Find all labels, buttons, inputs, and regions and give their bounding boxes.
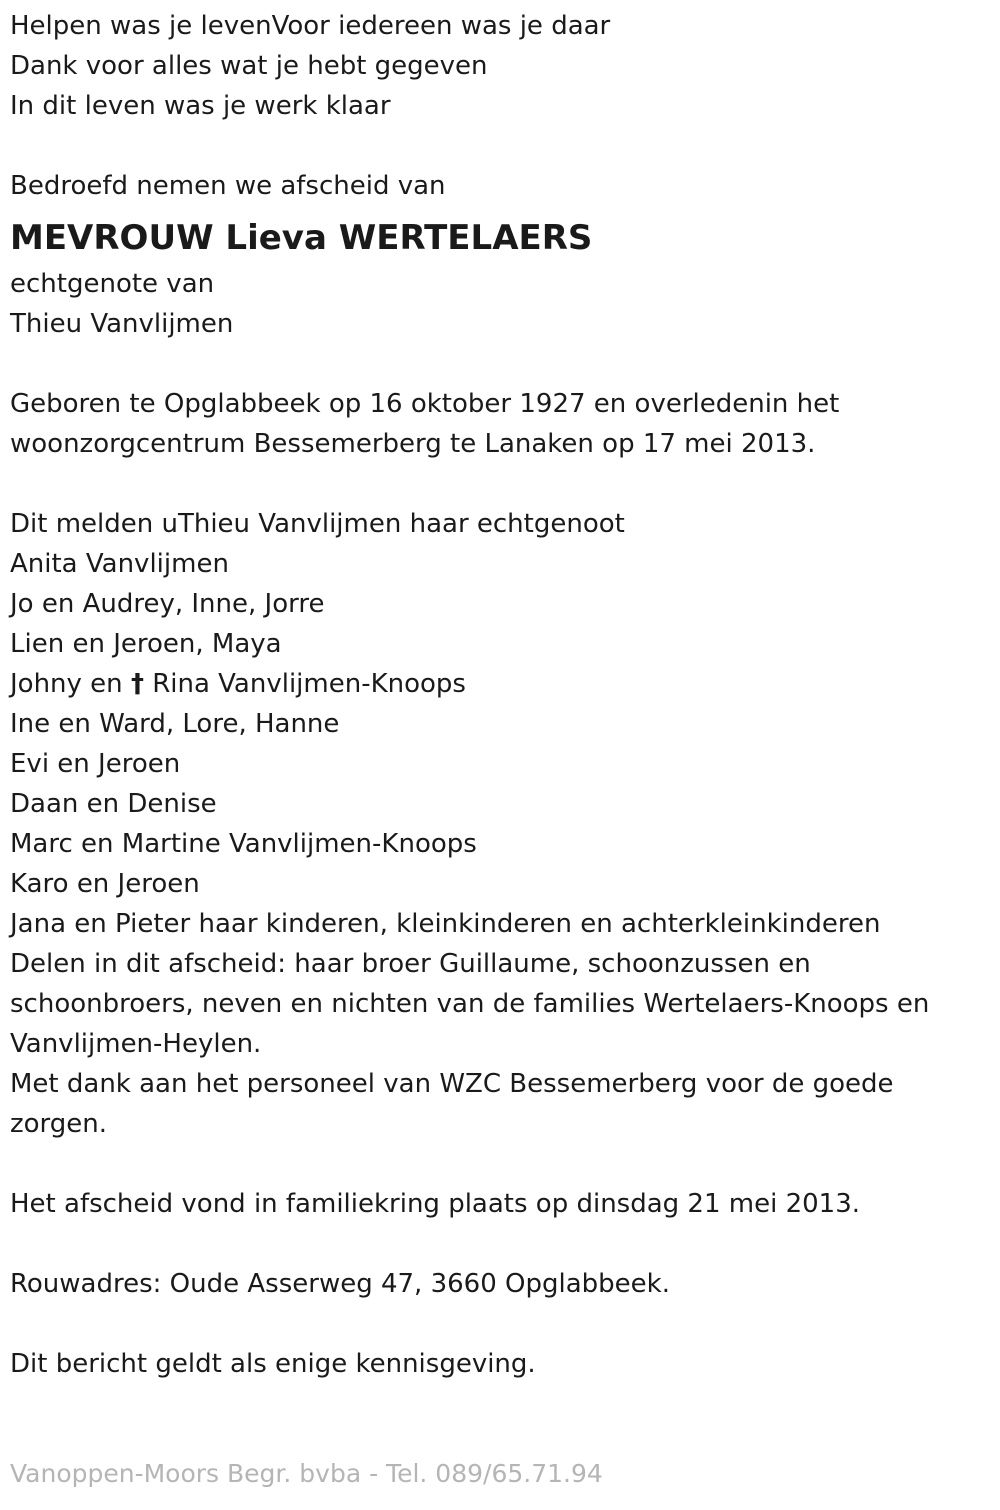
family-member: Marc en Martine Vanvlijmen-Knoops bbox=[10, 829, 477, 859]
family-member: Karo en Jeroen bbox=[10, 869, 200, 899]
poem-line: Dank voor alles wat je hebt gegeven bbox=[10, 51, 488, 81]
funeral-home-footer: Vanoppen-Moors Begr. bvba - Tel. 089/65.71.94 bbox=[10, 1459, 603, 1488]
family-member: Evi en Jeroen bbox=[10, 749, 181, 779]
johny-prefix: Johny en bbox=[10, 669, 123, 699]
family-heading: Dit melden uThieu Vanvlijmen haar echtgenoot bbox=[10, 509, 625, 539]
poem-line: In dit leven was je werk klaar bbox=[10, 91, 391, 121]
family-list bbox=[10, 504, 985, 1144]
cross-icon: † bbox=[130, 669, 144, 699]
johny-suffix: Rina Vanvlijmen-Knoops bbox=[152, 669, 466, 699]
family-member: Daan en Denise bbox=[10, 789, 217, 819]
notice-text: Dit bericht geldt als enige kennisgeving. bbox=[10, 1349, 536, 1379]
family-member: Lien en Jeroen, Maya bbox=[10, 629, 282, 659]
spouse-name: Thieu Vanvlijmen bbox=[10, 309, 234, 339]
family-member: Anita Vanvlijmen bbox=[10, 549, 229, 579]
sharing-line: Vanvlijmen-Heylen. bbox=[10, 1029, 262, 1059]
poem bbox=[10, 6, 985, 126]
thanks-line: zorgen. bbox=[10, 1109, 108, 1139]
mourning-address: Rouwadres: Oude Asserweg 47, 3660 Opglabbeek. bbox=[10, 1269, 670, 1299]
deceased-name: MEVROUW Lieva WERTELAERS bbox=[10, 218, 593, 258]
farewell-text: Het afscheid vond in familiekring plaats op dinsdag 21 mei 2013. bbox=[10, 1189, 861, 1219]
sharing-line: schoonbroers, neven en nichten van de families Wertelaers-Knoops en bbox=[10, 989, 930, 1019]
family-member-johny bbox=[10, 664, 985, 704]
relation-text: echtgenote van bbox=[10, 269, 215, 299]
poem-line: Helpen was je levenVoor iedereen was je daar bbox=[10, 11, 611, 41]
family-member: Ine en Ward, Lore, Hanne bbox=[10, 709, 340, 739]
birth-death-line: woonzorgcentrum Bessemerberg te Lanaken op 17 mei 2013. bbox=[10, 429, 816, 459]
sharing-line: Delen in dit afscheid: haar broer Guillaume, schoonzussen en bbox=[10, 949, 811, 979]
thanks-line: Met dank aan het personeel van WZC Bessemerberg voor de goede bbox=[10, 1069, 894, 1099]
family-member: Jo en Audrey, Inne, Jorre bbox=[10, 589, 325, 619]
intro-text: Bedroefd nemen we afscheid van bbox=[10, 171, 446, 201]
obituary-notice bbox=[10, 6, 985, 1384]
family-member: Jana en Pieter haar kinderen, kleinkinderen en achterkleinkinderen bbox=[10, 909, 881, 939]
birth-death-info bbox=[10, 384, 985, 464]
birth-death-line: Geboren te Opglabbeek op 16 oktober 1927 en overledenin het bbox=[10, 389, 840, 419]
